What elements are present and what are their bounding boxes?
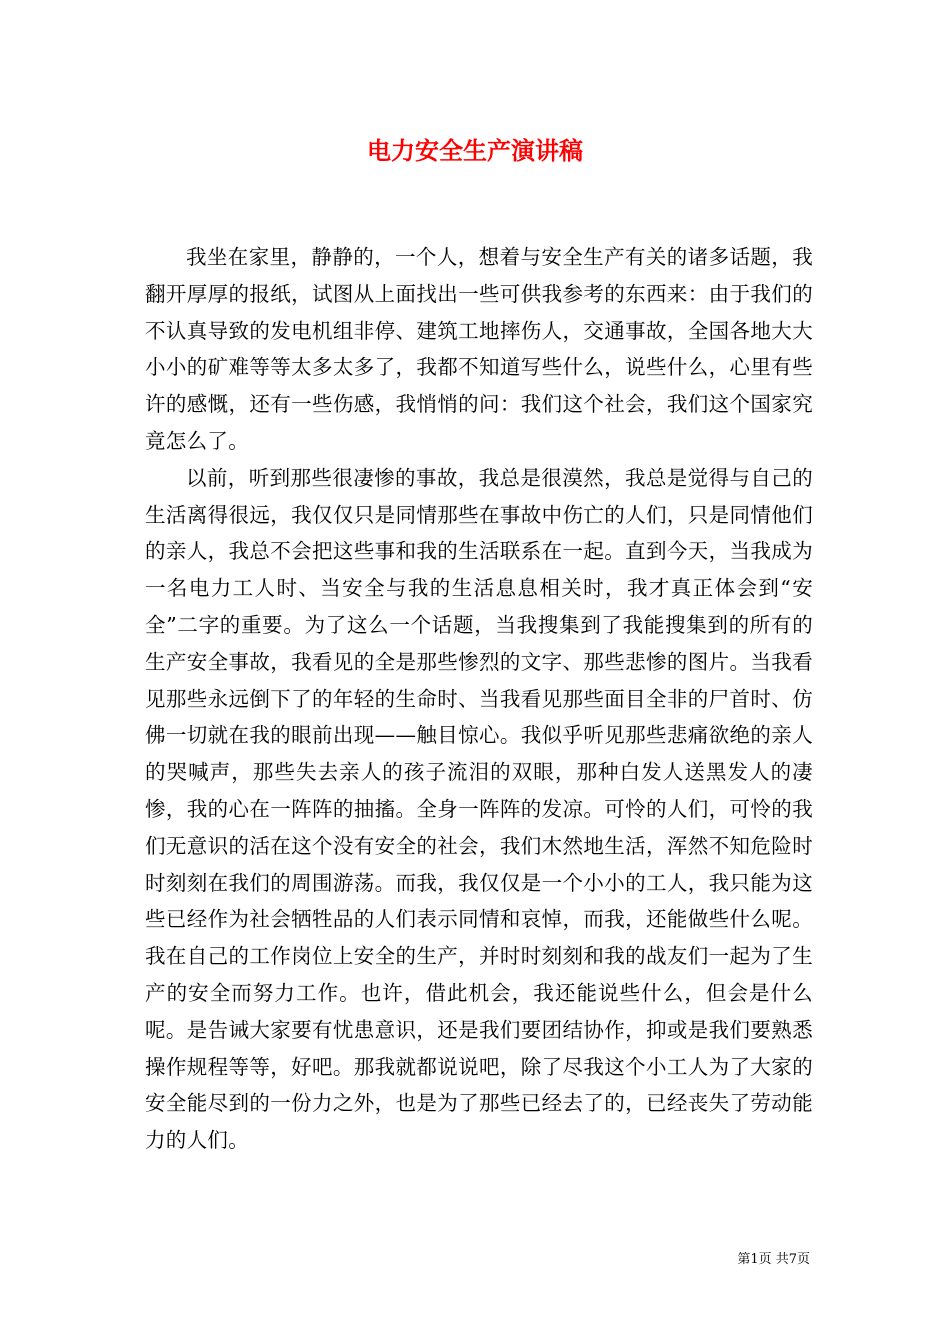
- paragraph-1: 我坐在家里，静静的，一个人，想着与安全生产有关的诸多话题，我翻开厚厚的报纸，试图从上面找出一些可供我参考的东西来：由于我们的不认真导致的发电机组非停、建筑工地摔伤人，交通事故，全国各地大大小小的矿难等等太多太多了，我都不知道写些什么，说些什么，心里有些许的感慨，还有一些伤感，我悄悄的问：我们这个社会，我们这个国家究竟怎么了。: [145, 245, 813, 453]
- paragraph-2: 以前，听到那些很凄惨的事故，我总是很漠然，我总是觉得与自己的生活离得很远，我仅仅只是同情那些在事故中伤亡的人们，只是同情他们的亲人，我总不会把这些事和我的生活联系在一起。直到今天，当我成为一名电力工人时、当安全与我的生活息息相关时，我才真正体会到“安全”二字的重要。为了这么一个话题，当我搜集到了我能搜集到的所有的生产安全事故，我看见的全是那些惨烈的文字、那些悲惨的图片。当我看见那些永远倒下了的年轻的生命时、当我看见那些面目全非的尸首时、仿佛一切就在我的眼前出现——触目惊心。我似乎听见那些悲痛欲绝的亲人的哭喊声，那些失去亲人的孩子流泪的双眼，那种白发人送黑发人的凄惨，我的心在一阵阵的抽搐。全身一阵阵的发凉。可怜的人们，可怜的我们无意识的活在这个没有安全的社会，我们木然地生活，浑然不知危险时时刻刻在我们的周围游荡。而我，我仅仅是一个小小的工人，我只能为这些已经作为社会牺牲品的人们表示同情和哀悼，而我，还能做些什么呢。我在自己的工作岗位上安全的生产，并时时刻刻和我的战友们一起为了生产的安全而努力工作。也许，借此机会，我还能说些什么，但会是什么呢。是告诫大家要有忧患意识，还是我们要团结协作，抑或是我们要熟悉操作规程等等，好吧。那我就都说说吧，除了尽我这个小工人为了大家的安全能尽到的一份力之外，也是为了那些已经去了的，已经丧失了劳动能力的人们。: [145, 465, 813, 1153]
- document-title: 电力安全生产演讲稿: [367, 136, 583, 165]
- page-number: 第1页 共7页: [737, 1252, 810, 1267]
- document-body: [145, 239, 813, 1159]
